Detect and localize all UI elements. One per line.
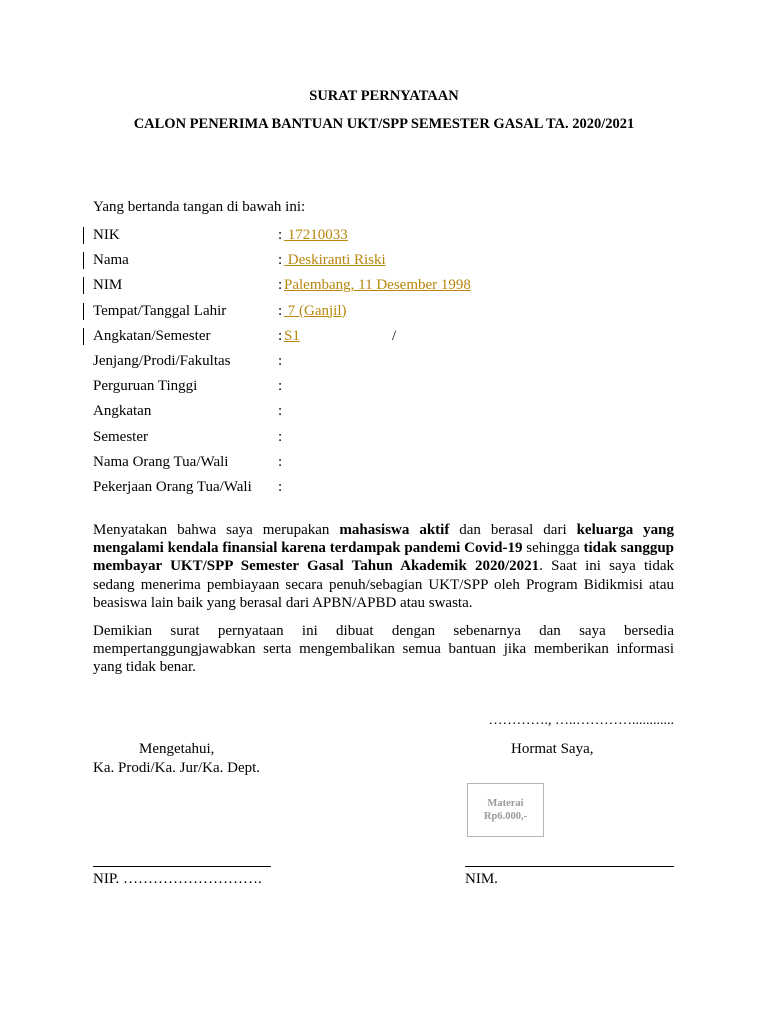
field-value[interactable]: S1 [284,327,300,344]
field-label: NIK [93,227,120,243]
field-label: Semester [93,428,148,445]
statement-text: . Saat ini saya tidak sedang menerima pembiayaan secara penuh/sebagian UKT/SPP oleh Program Bidikmisi atau beasiswa lain baik yang berasal dari APBN/APBD atau swasta. [93,558,675,611]
field-value[interactable]: 7 (Ganjil) [284,302,347,319]
edit-marker [83,328,84,345]
document-title: SURAT PERNYATAAN [309,88,459,104]
field-row-nama-orang-tua [93,453,693,478]
statement-text: sehingga [522,540,584,557]
official-title: Ka. Prodi/Ka. Jur/Ka. Dept. [93,760,261,776]
field-label: Nama Orang Tua/Wali [93,453,229,470]
field-colon: : [278,428,283,445]
field-value[interactable]: Palembang, 11 Desember 1998 [284,277,471,294]
stamp-amount: Rp6.000,- [483,811,528,822]
acknowledged-label: Mengetahui, [139,741,215,757]
intro-text: Yang bertanda tangan di bawah ini: [93,199,306,215]
signature-line-right [465,866,674,867]
field-separator: / [392,327,397,344]
field-colon: : [278,252,283,269]
field-label: Jenjang/Prodi/Fakultas [93,352,231,369]
edit-marker [83,277,84,294]
field-value[interactable]: 17210033 [284,227,348,243]
field-row-jenjang-prodi-fakultas [93,352,693,377]
stamp-label: Materai [487,798,524,809]
statement-text: dan berasal dari [449,522,577,538]
field-colon: : [278,352,283,369]
field-row-nama [93,251,693,276]
field-colon: : [278,403,283,420]
stamp-box [467,783,544,837]
edit-marker [83,303,84,320]
statement-bold-text: keluarga yang mengalami kendala finansial karena terdampak pandemi Covid-19 [93,522,675,557]
edit-marker [83,252,84,269]
field-row-angkatan-semester [93,327,693,352]
field-value[interactable]: Deskiranti Riski [284,252,386,269]
field-row-semester [93,428,693,453]
field-row-pekerjaan-orang-tua [93,478,693,503]
field-label: Perguruan Tinggi [93,378,198,395]
closing-paragraph: Demikian surat pernyataan ini dibuat dengan sebenarnya dan saya bersedia mempertanggungjawabkan serta mengembalikan semua bantuan jika memberikan informasi yang tidak benar. [93,623,674,676]
signature-line-left [93,866,271,867]
field-colon: : [278,227,283,243]
field-row-nik [93,226,693,251]
field-label: Angkatan/Semester [93,327,211,344]
nim-label: NIM. [465,871,498,887]
field-label: Nama [93,252,129,269]
field-row-tempat-tanggal-lahir [93,302,693,327]
field-colon: : [278,478,283,495]
field-colon: : [278,302,283,319]
statement-bold-text: tidak sanggup membayar UKT/SPP Semester Gasal Tahun Akademik 2020/2021 [93,540,674,575]
field-row-angkatan [93,402,693,427]
field-label: Tempat/Tanggal Lahir [93,302,227,319]
field-label: Pekerjaan Orang Tua/Wali [93,478,252,495]
statement-bold-text: mahasiswa aktif [339,522,450,538]
document-subtitle: CALON PENERIMA BANTUAN UKT/SPP SEMESTER GASAL TA. 2020/2021 [133,116,635,132]
place-date-line: …………., …..…………............ [488,713,674,728]
field-row-nim [93,276,693,301]
field-colon: : [278,453,283,470]
edit-marker [83,227,84,244]
field-row-perguruan-tinggi [93,377,693,402]
statement-paragraph [93,521,674,612]
regards-label: Hormat Saya, [511,741,594,757]
nip-label: NIP. ………………………. [93,871,262,887]
field-label: Angkatan [93,403,152,420]
field-colon: : [278,277,283,294]
statement-text: Menyatakan bahwa saya merupakan [93,522,340,538]
field-colon: : [278,327,283,344]
identity-fields [93,226,693,503]
field-label: NIM [93,277,123,294]
field-colon: : [278,378,283,395]
